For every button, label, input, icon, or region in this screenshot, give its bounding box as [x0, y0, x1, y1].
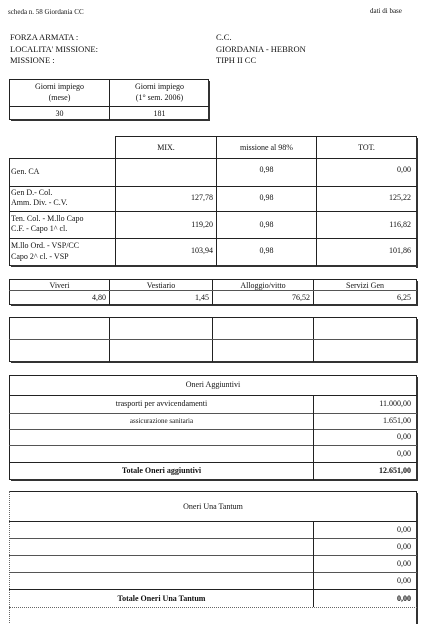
- oneri-row-value: 11.000,00: [379, 399, 411, 408]
- servizi-header-servizi-gen: Servizi Gen: [346, 281, 384, 290]
- grade-tot: 101,86: [389, 246, 411, 255]
- grades-header-missione: missione al 98%: [240, 143, 293, 152]
- giorni-mese-header-2: (mese): [48, 93, 71, 102]
- grade-label-line2: Amm. Div. - C.V.: [11, 198, 68, 207]
- grade-label: Ten. Col. - M.llo Capo: [11, 214, 84, 223]
- grade-pct: 0,98: [259, 193, 274, 202]
- localita-label: LOCALITA' MISSIONE:: [10, 44, 98, 54]
- servizi-header-vestiario: Vestiario: [146, 281, 176, 290]
- forza-armata-label: FORZA ARMATA :: [10, 32, 79, 42]
- oneri-row-value: 0,00: [397, 449, 411, 458]
- tantum-row-value: 0,00: [397, 559, 411, 568]
- grades-header-tot: TOT.: [358, 143, 375, 152]
- grade-mix: 103,94: [191, 246, 213, 255]
- tantum-total-value: 0,00: [397, 594, 411, 603]
- document-label: dati di base: [370, 7, 402, 15]
- grade-pct: 0,98: [259, 246, 274, 255]
- grade-tot: 125,22: [389, 193, 411, 202]
- servizi-header-alloggio: Alloggio/vitto: [240, 281, 286, 290]
- giorni-sem-header-2: (1° sem. 2006): [135, 93, 184, 102]
- grade-label: Gen D.- Col.: [11, 188, 53, 197]
- tantum-row-value: 0,00: [397, 576, 411, 585]
- grade-label-line2: Capo 2^ cl. - VSP: [11, 252, 69, 261]
- localita-value: GIORDANIA - HEBRON: [216, 44, 306, 54]
- tantum-total-label: Totale Oneri Una Tantum: [117, 594, 206, 603]
- missione-value: TIPH II CC: [216, 55, 257, 65]
- giorni-sem-value: 181: [153, 109, 166, 118]
- grade-pct: 0,98: [259, 220, 274, 229]
- oneri-row-label: trasporti per avvicendamenti: [115, 399, 208, 408]
- document-id: scheda n. 58 Giordania CC: [8, 8, 84, 16]
- grade-label: Gen. CA: [11, 167, 40, 176]
- forza-armata-value: C.C.: [216, 32, 232, 42]
- oneri-una-tantum-title: Oneri Una Tantum: [183, 502, 243, 511]
- giorni-sem-header-1: Giorni impiego: [134, 82, 185, 91]
- oneri-total-value: 12.651,00: [379, 466, 411, 475]
- oneri-row-value: 1.651,00: [383, 416, 411, 425]
- grade-tot: 116,82: [389, 220, 411, 229]
- tantum-row-value: 0,00: [397, 525, 411, 534]
- oneri-row-label: assicurazione sanitaria: [129, 417, 194, 425]
- missione-label: MISSIONE :: [10, 55, 55, 65]
- giorni-mese-header-1: Giorni impiego: [34, 82, 85, 91]
- grade-tot: 0,00: [397, 165, 411, 174]
- grade-mix: 127,78: [191, 193, 213, 202]
- oneri-row-value: 0,00: [397, 432, 411, 441]
- servizi-value-servizi-gen: 6,25: [397, 293, 411, 302]
- servizi-value-alloggio: 76,52: [292, 293, 310, 302]
- servizi-value-viveri: 4,80: [92, 293, 106, 302]
- grade-mix: 119,20: [191, 220, 213, 229]
- oneri-total-label: Totale Oneri aggiuntivi: [121, 466, 202, 475]
- servizi-header-viveri: Viveri: [49, 281, 70, 290]
- grade-pct: 0,98: [259, 165, 274, 174]
- grades-header-mix: MIX.: [157, 143, 175, 152]
- tantum-row-value: 0,00: [397, 542, 411, 551]
- grade-label-line2: C.F. - Capo 1^ cl.: [11, 224, 68, 233]
- servizi-value-vestiario: 1,45: [195, 293, 209, 302]
- giorni-mese-value: 30: [55, 109, 64, 118]
- oneri-aggiuntivi-title: Oneri Aggiuntivi: [185, 380, 241, 389]
- grade-label: M.llo Ord. - VSP/CC: [11, 241, 80, 250]
